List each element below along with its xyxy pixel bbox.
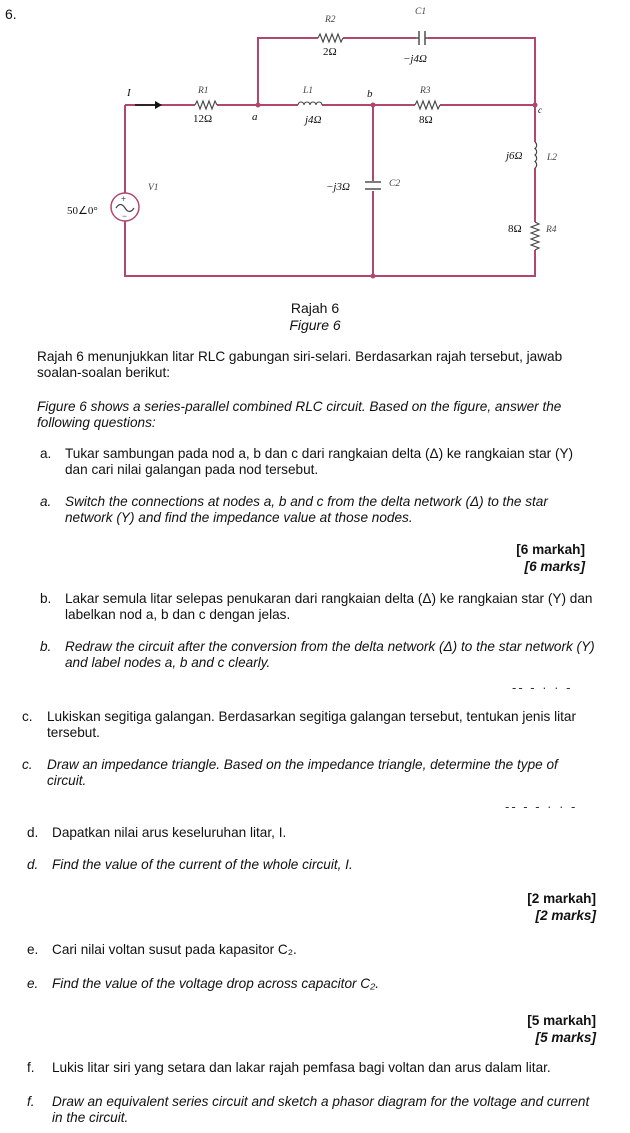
label-source-value: 50∠0° — [67, 205, 98, 217]
question-c-label: c. — [22, 709, 33, 724]
resistor-r2-icon — [318, 34, 343, 42]
label-node-a: a — [252, 111, 258, 123]
label-current: I — [127, 87, 131, 99]
current-arrow-icon — [135, 101, 162, 109]
question-c-en-text: Draw an impedance triangle. Based on the impedance triangle, determine the type of circuit. — [47, 757, 558, 788]
label-r3-name: R3 — [420, 86, 431, 96]
node-b-dot — [371, 103, 376, 108]
question-b-ms-text: Lakar semula litar selepas penukaran dari rangkaian delta (Δ) ke rangkaian star (Y) dan labelkan nod a, b dan c dengan jelas. — [65, 591, 593, 622]
question-e-marks-ms: [5 markah] — [527, 1013, 596, 1028]
question-a-marks-ms: [6 markah] — [516, 542, 585, 557]
question-c-ms-text: Lukiskan segitiga galangan. Berdasarkan segitiga galangan tersebut, tentukan jenis litar tersebut. — [47, 709, 576, 740]
label-r1-name: R1 — [198, 86, 209, 96]
inductor-l1-icon — [298, 102, 322, 105]
question-a-label: a. — [40, 446, 52, 461]
question-d-label: d. — [27, 825, 39, 840]
resistor-r1-icon — [195, 101, 217, 109]
label-plus: + — [121, 194, 127, 204]
label-l2-name: L2 — [547, 153, 558, 163]
question-d-marks-ms: [2 markah] — [527, 891, 596, 906]
question-f-ms-text: Lukis litar siri yang setara dan lakar rajah pemfasa bagi voltan dan arus dalam litar. — [52, 1060, 551, 1075]
question-e-ms-text: Cari nilai voltan susut pada kapasitor C₂. — [52, 942, 297, 957]
label-node-c: c — [538, 105, 542, 115]
node-c-dot — [533, 103, 538, 108]
question-f-en-text: Draw an equivalent series circuit and sketch a phasor diagram for the voltage and current in the circuit. — [52, 1094, 590, 1125]
label-r4-name: R4 — [546, 225, 557, 235]
label-v1-name: V1 — [148, 183, 159, 193]
question-e-label: e. — [27, 942, 39, 957]
label-r2-value: 2Ω — [323, 46, 337, 58]
node-bottom-dot — [371, 274, 376, 279]
label-minus: − — [122, 211, 128, 221]
label-r1-value: 12Ω — [193, 113, 213, 125]
label-c1-value: −j4Ω — [403, 53, 427, 65]
question-d-ms-text: Dapatkan nilai arus keseluruhan litar, I. — [52, 825, 287, 840]
label-r3-value: 8Ω — [419, 114, 433, 126]
question-e-marks — [527, 1012, 596, 1046]
question-f-label-en: f. — [27, 1094, 35, 1109]
cut-mark-c: -- - - · · - — [505, 799, 578, 814]
label-r2-name: R2 — [325, 15, 336, 25]
circuit-wires — [125, 38, 535, 276]
question-f-label: f. — [27, 1060, 35, 1075]
question-d-en-text: Find the value of the current of the whole circuit, I. — [52, 857, 353, 872]
circuit-diagram — [0, 0, 630, 300]
label-c1-name: C1 — [415, 7, 427, 17]
label-c2-name: C2 — [389, 179, 401, 189]
intro-en: Figure 6 shows a series-parallel combined RLC circuit. Based on the figure, answer the following questions: — [37, 399, 562, 430]
question-e-marks-en: [5 marks] — [535, 1030, 596, 1045]
figure-caption-en: Figure 6 — [289, 317, 341, 333]
resistor-r3-icon — [415, 101, 440, 109]
question-d-label-en: d. — [27, 857, 39, 872]
label-l2-value: j6Ω — [506, 150, 523, 162]
question-a-marks — [516, 541, 585, 575]
figure-caption-ms: Rajah 6 — [290, 300, 340, 316]
node-a-dot — [256, 103, 261, 108]
question-a-ms-text: Tukar sambungan pada nod a, b dan c dari rangkaian delta (Δ) ke rangkaian star (Y) dan cari nilai galangan pada nod tersebut. — [65, 446, 574, 477]
cut-mark-b: -- - · · - — [512, 680, 573, 695]
question-a-label-en: a. — [40, 494, 52, 509]
question-e-label-en: e. — [27, 976, 39, 991]
question-a-en-text: Switch the connections at nodes a, b and c from the delta network (Δ) to the star network (Y) and find the impedance value at those nodes. — [65, 494, 548, 525]
question-b-label: b. — [40, 591, 52, 606]
label-c2-value: −j3Ω — [326, 181, 350, 193]
question-b-en-text: Redraw the circuit after the conversion from the delta network (Δ) to the star network (Y) and label nodes a, b and c clearly. — [65, 639, 595, 670]
question-d-marks — [527, 890, 596, 924]
question-e-en-text: Find the value of the voltage drop across capacitor C₂. — [52, 976, 380, 991]
question-a-marks-en: [6 marks] — [524, 559, 585, 574]
question-b-label-en: b. — [40, 639, 52, 654]
resistor-r4-icon — [531, 222, 539, 250]
label-node-b: b — [367, 88, 373, 100]
label-l1-value: j4Ω — [305, 114, 322, 126]
intro-ms: Rajah 6 menunjukkan litar RLC gabungan siri-selari. Berdasarkan rajah tersebut, jawab soalan-soalan berikut: — [37, 349, 563, 380]
question-number: 6. — [5, 6, 17, 22]
question-d-marks-en: [2 marks] — [535, 908, 596, 923]
question-c-label-en: c. — [22, 757, 33, 772]
label-l1-name: L1 — [303, 86, 314, 96]
capacitor-c1-icon — [416, 31, 428, 45]
label-r4-value: 8Ω — [508, 223, 522, 235]
inductor-l2-icon — [535, 142, 537, 168]
capacitor-c2-icon — [365, 182, 381, 189]
